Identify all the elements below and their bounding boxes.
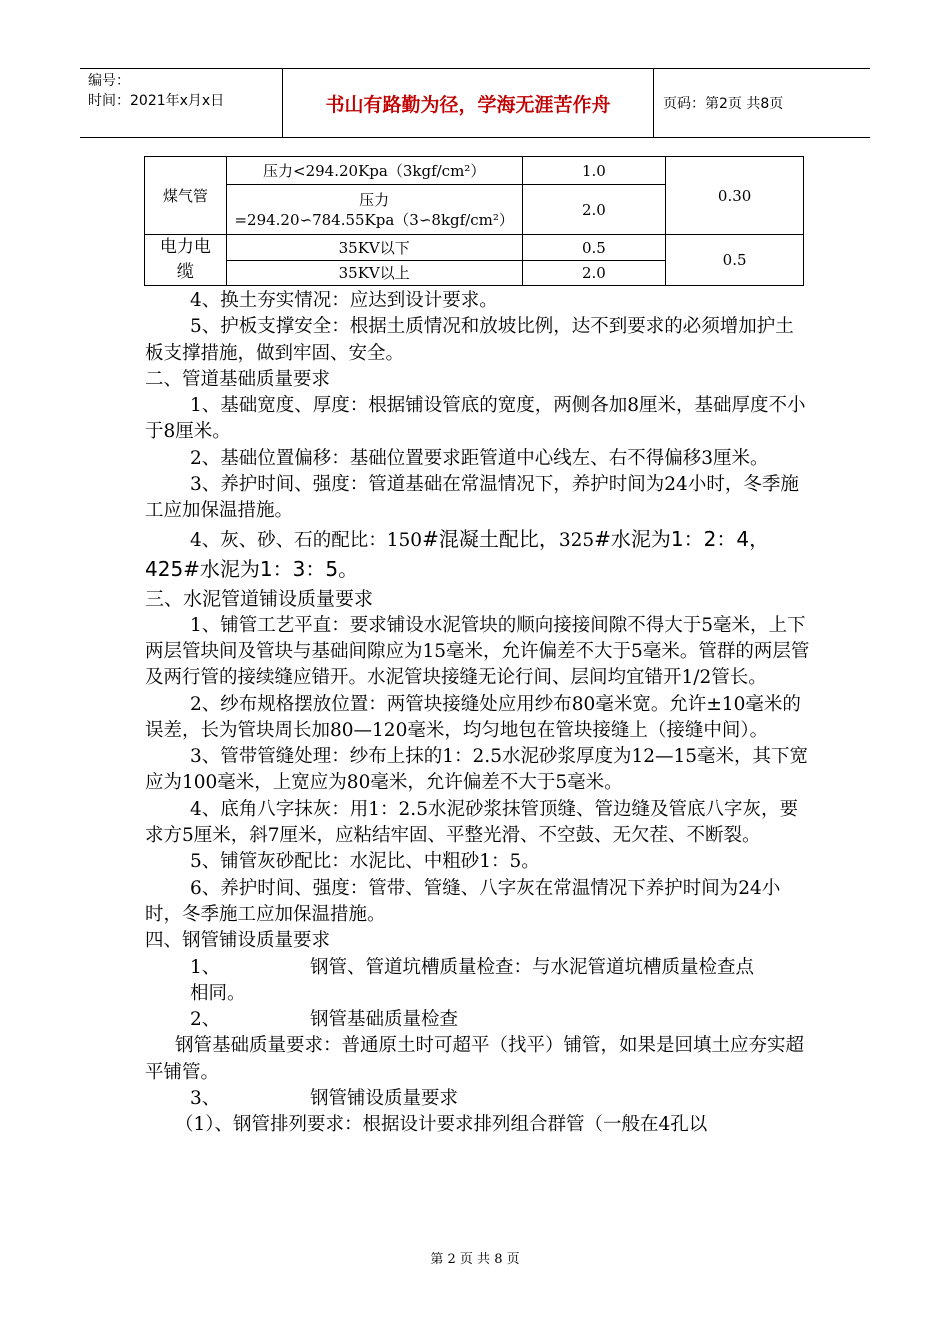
header-left-cell xyxy=(80,69,283,137)
cable-right-value: 0.5 xyxy=(666,235,804,286)
cable-label xyxy=(145,235,227,286)
item-continuation: 相同。 xyxy=(190,982,246,1004)
item-text: 钢管铺设质量要求 xyxy=(310,1088,459,1110)
item-number: 3、 xyxy=(190,1088,221,1110)
numbered-item xyxy=(145,955,810,981)
cable-row2-condition: 35KV以上 xyxy=(226,261,522,286)
cable-row1-condition: 35KV以下 xyxy=(226,235,522,261)
ratio-part-b: #混凝土配比， xyxy=(422,526,559,551)
item-text: 钢管、管道坑槽质量检查：与水泥管道坑槽质量检查点 xyxy=(310,956,755,978)
paragraph-ratio xyxy=(145,525,810,585)
gas-row2-value: 2.0 xyxy=(522,185,666,235)
paragraph: 5、铺管灰砂配比：水泥比、中粗砂1：5。 xyxy=(190,851,540,873)
paragraph: 2、基础位置偏移：基础位置要求距管道中心线左、右不得偏移3厘米。 xyxy=(190,447,769,469)
header-motto: 书山有路勤为径，学海无涯苦作舟 xyxy=(283,69,654,137)
paragraph: 3、管带管缝处理：纱布上抹的1：2.5水泥砂浆厚度为12—15毫米，其下宽应为100毫米，上宽应为80毫米，允许偏差不大于5毫米。 xyxy=(145,746,809,794)
time-label: 时间：2021年x月x日 xyxy=(88,93,225,109)
numbered-item xyxy=(145,1086,810,1112)
paragraph: 1、铺管工艺平直：要求铺设水泥管块的顺向接接间隙不得大于5毫米，上下两层管块间及管块与基础间隙应为15毫米，允许偏差不大于5毫米。管群的两层管及两行管的接续缝应错开。水泥管块接缝无论行间、层间均宜错开1/2管长。 xyxy=(145,614,810,689)
gas-row1-value: 1.0 xyxy=(522,157,666,185)
cable-label-line1: 电力电 xyxy=(159,237,211,257)
paragraph: 4、换土夯实情况：应达到设计要求。 xyxy=(190,290,498,311)
paragraph: 4、底角八字抹灰：用1：2.5水泥砂浆抹管顶缝、管边缝及管底八字灰，要求方5厘米，斜7厘米，应粘结牢固、平整光滑、不空鼓、无欠茬、不断裂。 xyxy=(145,798,798,847)
cable-row2-value: 2.0 xyxy=(522,261,666,286)
paragraph: 3、养护时间、强度：管道基础在常温情况下，养护时间为24小时，冬季施工应加保温措施。 xyxy=(145,474,799,522)
paragraph: 5、护板支撑安全：根据土质情况和放坡比例，达不到要求的必须增加护土板支撑措施，做到牢固、安全。 xyxy=(145,316,794,364)
cable-label-line2: 缆 xyxy=(176,262,194,282)
gas-row2-line2: =294.20∽784.55Kpa（3∽8kgf/cm²） xyxy=(234,210,514,229)
numbered-item xyxy=(145,1007,810,1033)
item-number: 1、 xyxy=(190,956,221,978)
table-row xyxy=(145,235,804,261)
table-row xyxy=(145,157,804,185)
ratio-part-a: 4、灰、砂、石的配比：150 xyxy=(190,529,423,551)
document-body xyxy=(145,288,810,1139)
page-footer: 第 2 页 共 8 页 xyxy=(430,1252,520,1267)
paragraph: 2、纱布规格摆放位置：两管块接缝处应用纱布80毫米宽。允许±10毫米的误差，长为管块周长加80—120毫米，均匀地包在管块接缝上（接缝中间）。 xyxy=(145,693,801,741)
code-label: 编号： xyxy=(88,73,130,89)
gas-row2-line1: 压力 xyxy=(359,190,390,209)
gas-label: 煤气管 xyxy=(145,157,227,235)
page-header xyxy=(80,68,870,138)
gas-row1-condition: 压力<294.20Kpa（3kgf/cm²） xyxy=(226,157,522,185)
cable-row1-value: 0.5 xyxy=(522,235,666,261)
ratio-part-c: 325 xyxy=(558,529,595,551)
section-heading: 三、水泥管道铺设质量要求 xyxy=(145,587,374,610)
paragraph: 1、基础宽度、厚度：根据铺设管底的宽度，两侧各加8厘米，基础厚度不小于8厘米。 xyxy=(145,395,806,443)
section-heading: 四、钢管铺设质量要求 xyxy=(145,930,331,952)
header-page-label: 页码：第2页 共8页 xyxy=(663,96,784,112)
paragraph: 钢管基础质量要求：普通原土时可超平（找平）铺管，如果是回填土应夯实超平铺管。 xyxy=(145,1035,805,1083)
gas-right-value: 0.30 xyxy=(666,157,804,235)
paragraph: （1）、钢管排列要求：根据设计要求排列组合群管（一般在4孔以 xyxy=(175,1114,708,1136)
paragraph: 6、养护时间、强度：管带、管缝、八字灰在常温情况下养护时间为24小时，冬季施工应加保温措施。 xyxy=(145,877,781,925)
item-text: 钢管基础质量检查 xyxy=(310,1009,459,1031)
clearance-table xyxy=(144,156,804,286)
gas-row2-condition xyxy=(226,185,522,235)
section-heading: 二、管道基础质量要求 xyxy=(145,368,331,390)
item-number: 2、 xyxy=(190,1009,221,1031)
ratio-part-d: #水泥为1：2：4，425#水泥为1：3：5。 xyxy=(145,526,770,581)
